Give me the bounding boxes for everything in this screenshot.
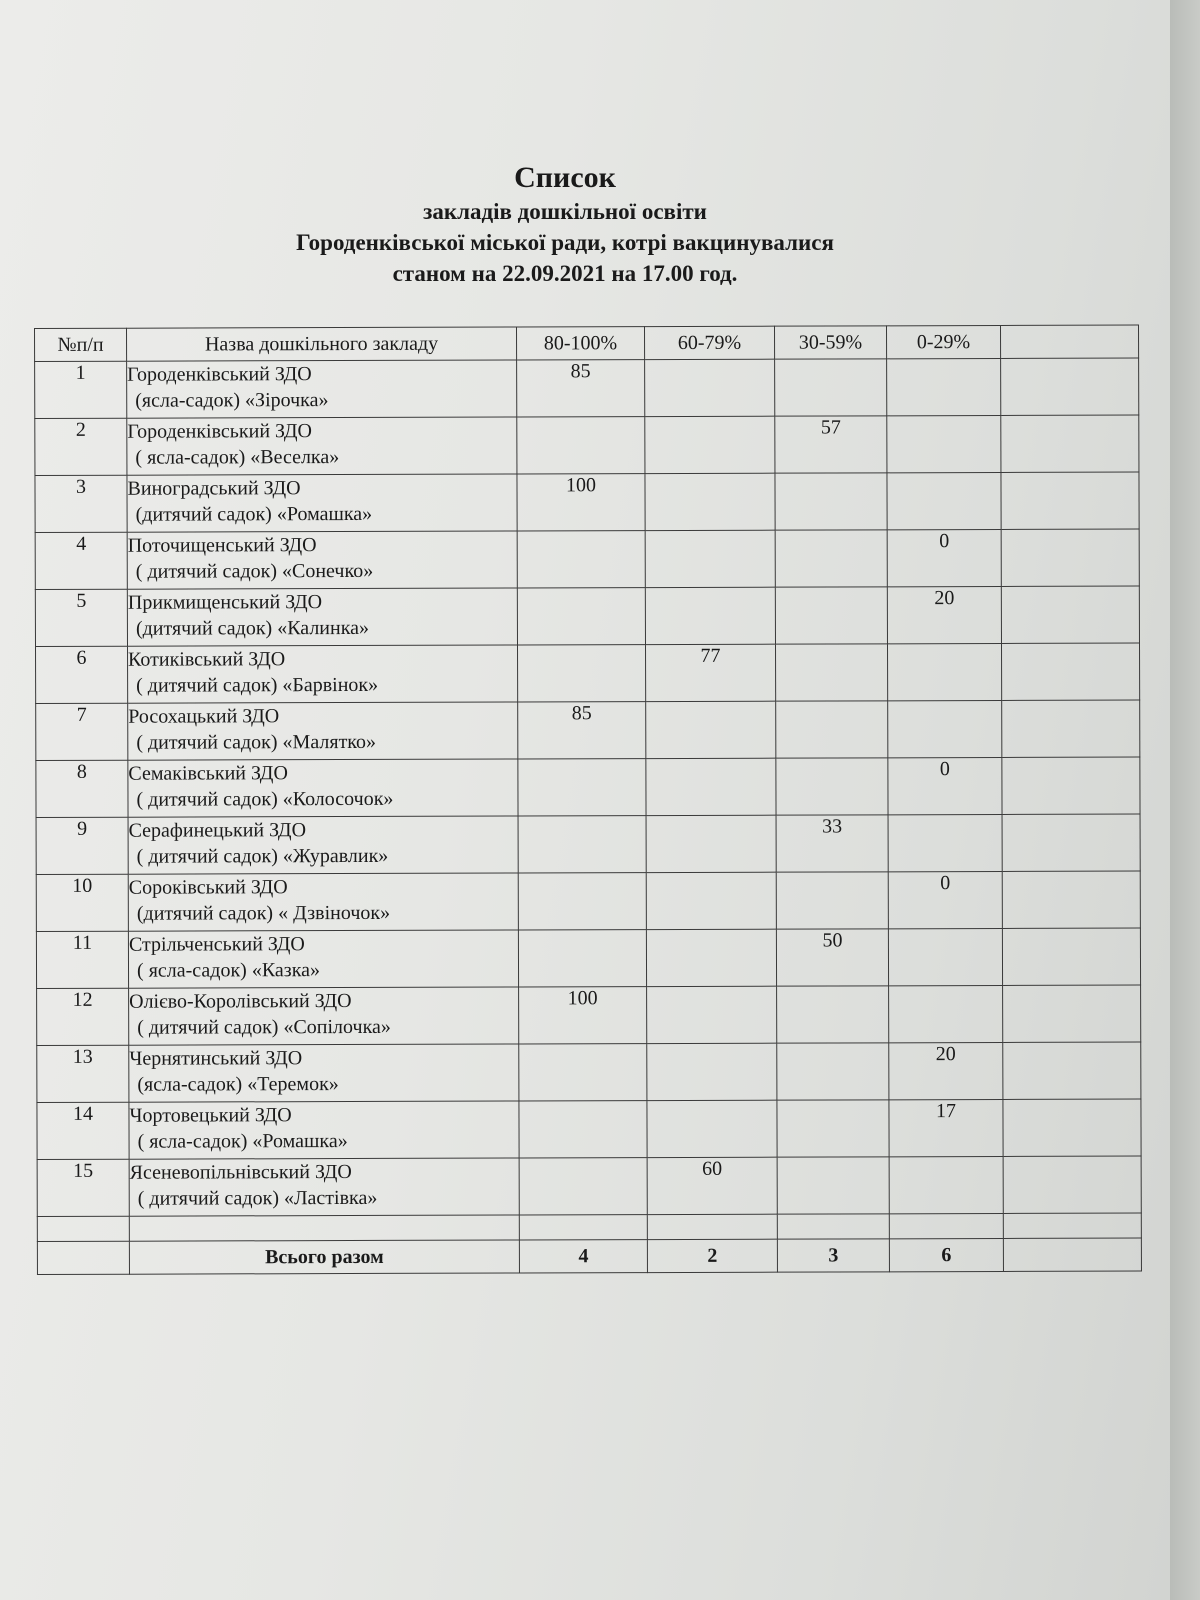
value-0-29: 17 xyxy=(889,1099,1003,1156)
table-row xyxy=(37,1156,1141,1216)
institution-name-line2: ( дитячий садок) «Сонечко» xyxy=(135,559,374,583)
value-80-100 xyxy=(519,1158,647,1215)
value-empty xyxy=(1002,871,1140,928)
table-row xyxy=(37,1042,1141,1102)
institution-name-line1: Виноградський ЗДО xyxy=(127,477,301,500)
value-0-29: 20 xyxy=(887,586,1001,643)
value-0-29 xyxy=(887,643,1001,700)
institution-name-line1: Серафинецький ЗДО xyxy=(128,819,307,842)
value-60-79 xyxy=(645,587,775,644)
value-empty xyxy=(1001,472,1139,529)
total-60-79: 2 xyxy=(647,1239,777,1272)
blank-row xyxy=(37,1213,1141,1241)
institution-name xyxy=(127,417,517,475)
value-empty xyxy=(1003,1156,1141,1213)
value-30-59 xyxy=(775,587,887,644)
subtitle-line-2: Городенківської міської ради, котрі вакцинувалися xyxy=(296,230,834,255)
value-30-59 xyxy=(777,986,889,1043)
value-60-79 xyxy=(647,986,777,1043)
row-number: 1 xyxy=(35,361,127,418)
value-30-59 xyxy=(776,872,888,929)
value-0-29 xyxy=(888,814,1002,871)
row-number: 2 xyxy=(35,418,127,475)
subtitle-line-1: закладів дошкільної освіти xyxy=(423,199,707,224)
row-number: 14 xyxy=(37,1102,129,1159)
institution-name-line1: Ясеневопільнівський ЗДО xyxy=(129,1161,352,1184)
value-80-100 xyxy=(517,588,645,645)
value-30-59: 33 xyxy=(776,815,888,872)
value-80-100 xyxy=(517,645,645,702)
header-60-79: 60-79% xyxy=(644,326,774,359)
background-edge xyxy=(1170,0,1200,1600)
value-empty xyxy=(1003,985,1141,1042)
value-0-29: 0 xyxy=(887,529,1001,586)
institution-name xyxy=(127,474,517,532)
institution-name-line1: Олієво-Королівський ЗДО xyxy=(129,990,352,1013)
institution-name-line1: Котиківський ЗДО xyxy=(128,648,286,671)
total-0-29: 6 xyxy=(889,1238,1003,1271)
value-80-100 xyxy=(517,417,645,474)
total-row xyxy=(37,1238,1141,1274)
value-80-100: 100 xyxy=(519,987,647,1044)
value-80-100 xyxy=(519,1101,647,1158)
total-label: Всього разом xyxy=(129,1240,519,1274)
row-number: 4 xyxy=(35,532,127,589)
subtitle-line-3: станом на 22.09.2021 на 17.00 год. xyxy=(392,261,738,286)
institution-name-line2: ( ясла-садок) «Ромашка» xyxy=(137,1130,348,1153)
institution-name xyxy=(128,645,518,703)
value-60-79 xyxy=(645,416,775,473)
header-empty xyxy=(1000,325,1138,358)
value-0-29: 0 xyxy=(888,871,1002,928)
institution-name xyxy=(128,816,518,874)
row-number: 8 xyxy=(36,760,128,817)
header-name: Назва дошкільного закладу xyxy=(127,327,517,361)
value-30-59 xyxy=(777,1100,889,1157)
table-row xyxy=(36,643,1140,703)
institution-name-line2: ( дитячий садок) «Малятко» xyxy=(136,730,377,754)
value-80-100: 100 xyxy=(517,474,645,531)
value-empty xyxy=(1001,415,1139,472)
value-80-100 xyxy=(518,759,646,816)
institution-name xyxy=(128,702,518,760)
row-number: 9 xyxy=(36,817,128,874)
value-60-79 xyxy=(646,701,776,758)
institution-name xyxy=(128,759,518,817)
institution-name xyxy=(129,987,519,1045)
institution-name xyxy=(129,1044,519,1102)
value-80-100: 85 xyxy=(518,702,646,759)
value-0-29 xyxy=(889,985,1003,1042)
value-empty xyxy=(1001,643,1139,700)
value-empty xyxy=(1002,928,1140,985)
header-num: №п/п xyxy=(35,328,127,361)
table-row xyxy=(35,358,1139,418)
value-30-59 xyxy=(775,359,887,416)
institution-name-line2: ( дитячий садок) «Ластівка» xyxy=(137,1186,378,1210)
value-60-79 xyxy=(647,1100,777,1157)
institution-name xyxy=(129,1101,519,1159)
value-30-59 xyxy=(776,701,888,758)
institution-name-line2: ( дитячий садок) «Сопілочка» xyxy=(137,1015,391,1039)
header-80-100: 80-100% xyxy=(516,327,644,360)
institution-name-line2: (ясла-садок) «Зірочка» xyxy=(135,389,329,412)
row-number: 11 xyxy=(36,931,128,988)
value-60-79 xyxy=(645,359,775,416)
vaccination-table xyxy=(34,325,1142,1275)
value-60-79 xyxy=(646,758,776,815)
value-0-29 xyxy=(887,415,1001,472)
value-60-79: 60 xyxy=(647,1157,777,1214)
institution-name-line2: (дитячий садок) « Дзвіночок» xyxy=(136,901,391,925)
value-30-59 xyxy=(775,530,887,587)
value-0-29: 0 xyxy=(888,757,1002,814)
value-empty xyxy=(1001,358,1139,415)
value-empty xyxy=(1001,586,1139,643)
row-number: 7 xyxy=(36,703,128,760)
institution-name-line1: Чернятинський ЗДО xyxy=(129,1047,303,1070)
institution-name-line1: Поточищенський ЗДО xyxy=(127,534,317,557)
table-row xyxy=(35,529,1139,589)
institution-name-line2: ( ясла-садок) «Казка» xyxy=(136,959,321,982)
institution-name-line2: (ясла-садок) «Теремок» xyxy=(137,1073,339,1096)
value-30-59: 50 xyxy=(776,929,888,986)
value-80-100 xyxy=(517,531,645,588)
value-30-59: 57 xyxy=(775,416,887,473)
value-80-100 xyxy=(518,816,646,873)
institution-name-line1: Стрільченський ЗДО xyxy=(128,933,305,956)
table-row xyxy=(36,757,1140,817)
row-number: 12 xyxy=(37,988,129,1045)
institution-name-line1: Чортовецький ЗДО xyxy=(129,1104,292,1127)
institution-name xyxy=(128,873,518,931)
document-title: Список xyxy=(514,161,616,194)
value-30-59 xyxy=(777,1043,889,1100)
institution-name-line1: Сороківський ЗДО xyxy=(128,876,288,899)
header-0-29: 0-29% xyxy=(886,325,1000,358)
institution-name-line2: ( дитячий садок) «Барвінок» xyxy=(136,673,379,697)
institution-name-line2: ( дитячий садок) «Журавлик» xyxy=(136,844,389,868)
value-empty xyxy=(1002,700,1140,757)
value-empty xyxy=(1003,1042,1141,1099)
row-number: 13 xyxy=(37,1045,129,1102)
table-row xyxy=(36,700,1140,760)
value-60-79: 77 xyxy=(645,644,775,701)
title-block xyxy=(0,160,1130,289)
value-80-100 xyxy=(518,930,646,987)
institution-name-line2: (дитячий садок) «Калинка» xyxy=(135,616,370,640)
value-empty xyxy=(1003,1099,1141,1156)
institution-name-line2: (дитячий садок) «Ромашка» xyxy=(135,502,373,526)
table-row xyxy=(35,586,1139,646)
value-60-79 xyxy=(646,929,776,986)
row-number: 3 xyxy=(35,475,127,532)
value-0-29 xyxy=(888,928,1002,985)
value-60-79 xyxy=(645,473,775,530)
value-0-29 xyxy=(887,358,1001,415)
table-row xyxy=(36,871,1140,931)
institution-name xyxy=(127,531,517,589)
value-60-79 xyxy=(646,872,776,929)
total-30-59: 3 xyxy=(777,1239,889,1272)
institution-name xyxy=(128,930,518,988)
institution-name xyxy=(129,1158,519,1216)
institution-name-line1: Прикмищенський ЗДО xyxy=(127,591,323,614)
table-row xyxy=(36,928,1140,988)
institution-name-line1: Семаківський ЗДО xyxy=(128,762,288,785)
value-empty xyxy=(1002,757,1140,814)
value-30-59 xyxy=(776,758,888,815)
value-0-29 xyxy=(888,700,1002,757)
institution-name-line1: Городенківський ЗДО xyxy=(127,420,312,443)
institution-name xyxy=(127,588,517,646)
value-30-59 xyxy=(775,644,887,701)
header-30-59: 30-59% xyxy=(774,326,886,359)
total-80-100: 4 xyxy=(519,1240,647,1273)
value-empty xyxy=(1002,814,1140,871)
row-number: 6 xyxy=(36,646,128,703)
value-0-29 xyxy=(887,472,1001,529)
institution-name xyxy=(127,360,517,418)
value-30-59 xyxy=(777,1157,889,1214)
table-row xyxy=(35,415,1139,475)
value-60-79 xyxy=(647,1043,777,1100)
institution-name-line1: Городенківський ЗДО xyxy=(127,363,312,386)
row-number: 10 xyxy=(36,874,128,931)
value-0-29: 20 xyxy=(889,1042,1003,1099)
value-80-100: 85 xyxy=(517,360,645,417)
value-80-100 xyxy=(518,873,646,930)
row-number: 5 xyxy=(35,589,127,646)
institution-name-line2: ( дитячий садок) «Колосочок» xyxy=(136,787,394,811)
institution-name-line1: Росохацький ЗДО xyxy=(128,705,280,728)
table-row xyxy=(35,472,1139,532)
value-80-100 xyxy=(519,1044,647,1101)
table-row xyxy=(37,985,1141,1045)
value-60-79 xyxy=(646,815,776,872)
table-header-row xyxy=(35,325,1139,361)
value-0-29 xyxy=(889,1156,1003,1213)
table-row xyxy=(36,814,1140,874)
institution-name-line2: ( ясла-садок) «Веселка» xyxy=(135,446,340,469)
value-empty xyxy=(1001,529,1139,586)
value-60-79 xyxy=(645,530,775,587)
value-30-59 xyxy=(775,473,887,530)
row-number: 15 xyxy=(37,1159,129,1216)
table-row xyxy=(37,1099,1141,1159)
